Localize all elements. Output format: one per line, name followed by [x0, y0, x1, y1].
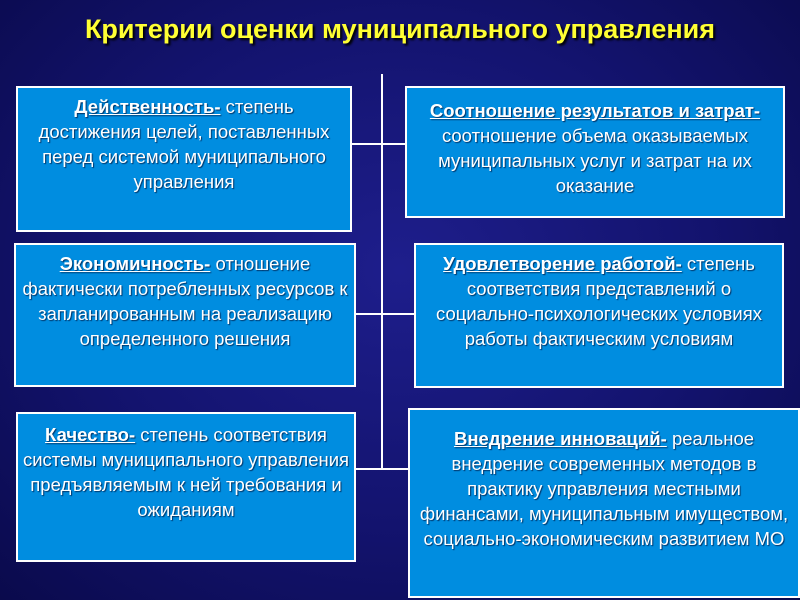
criterion-description: отношение фактически потребленных ресурсов к запланированным на реализацию определенного решения [22, 253, 348, 349]
connector-6 [383, 468, 408, 470]
criterion-description: степень соответствия представлений о социально-психологических условиях работы фактическим условиям [436, 253, 762, 349]
criterion-description: степень достижения целей, поставленных перед системой муниципального управления [38, 96, 330, 192]
criterion-term: Действенность- [74, 96, 221, 117]
connector-2 [383, 143, 405, 145]
connector-1 [352, 143, 381, 145]
criterion-term: Внедрение инноваций- [453, 428, 667, 449]
criterion-description: соотношение объема оказываемых муниципальных услуг и затрат на их оказание [438, 125, 752, 196]
criterion-box-innovation [408, 408, 800, 598]
connector-3 [356, 313, 381, 315]
criterion-box-economy [14, 243, 356, 387]
criterion-box-quality [16, 412, 356, 562]
criterion-term: Качество- [45, 424, 136, 445]
criterion-box-job-satisfaction [414, 243, 784, 388]
vertical-connector [381, 74, 383, 470]
criterion-term: Удовлетворение работой- [443, 253, 682, 274]
connector-4 [383, 313, 414, 315]
criterion-term: Экономичность- [59, 253, 211, 274]
connector-5 [356, 468, 381, 470]
criterion-term: Соотношение результатов и затрат- [429, 100, 761, 121]
page-title: Критерии оценки муниципального управления [84, 14, 716, 44]
criterion-description: степень соответствия системы муниципального управления предъявляемым к ней требования и ожиданиям [22, 424, 350, 520]
criterion-box-results-costs [405, 86, 785, 218]
criterion-box-effectiveness [16, 86, 352, 232]
criterion-description: реальное внедрение современных методов в практику управления местными финансами, муниципальным имуществом, социально-экономическим развитием МО [419, 428, 789, 549]
